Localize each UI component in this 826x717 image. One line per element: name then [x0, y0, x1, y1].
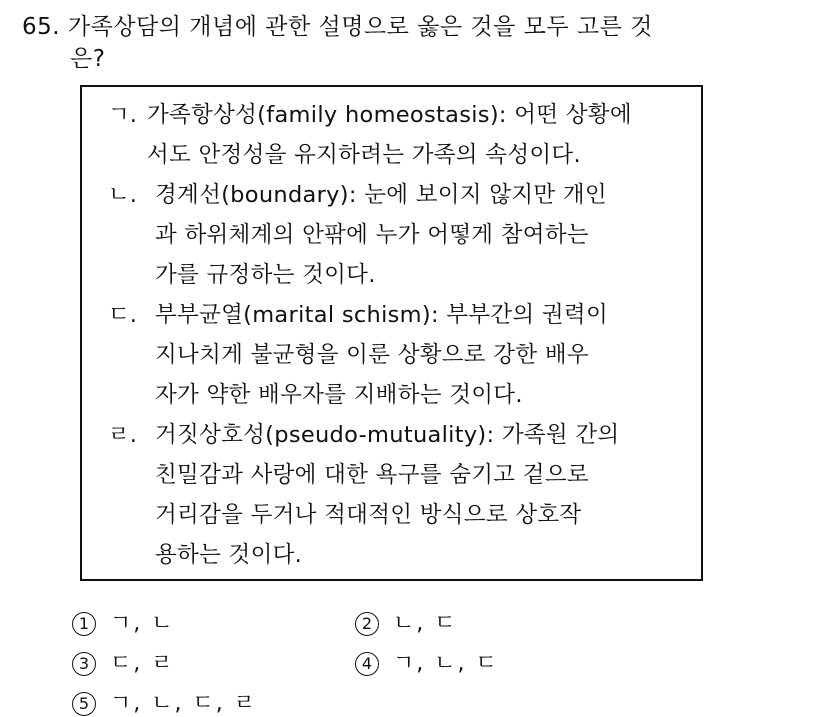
- question-line-1: [22, 8, 653, 41]
- statement-b-line-2: 과 하위체계의 안팎에 누가 어떻게 참여하는: [155, 222, 589, 248]
- choice-1-number: 1: [72, 612, 96, 636]
- statement-b-line-1: 경계선(boundary): 눈에 보이지 않지만 개인: [155, 182, 607, 208]
- statement-marker-a: ㄱ.: [108, 102, 137, 128]
- question-text-line-2: 은?: [70, 46, 106, 72]
- choice-4[interactable]: [355, 646, 499, 677]
- choice-1[interactable]: [72, 606, 175, 637]
- statement-d-line-2: 친밀감과 사랑에 대한 욕구를 숨기고 겉으로: [155, 462, 589, 488]
- statement-c-line-3: 자가 약한 배우자를 지배하는 것이다.: [155, 382, 523, 408]
- choice-2-text: ㄴ, ㄷ: [393, 611, 458, 636]
- statement-d-line-3: 거리감을 두거나 적대적인 방식으로 상호작: [155, 502, 582, 528]
- choice-2-number: 2: [355, 612, 379, 636]
- statement-a-line-1: 가족항상성(family homeostasis): 어떤 상황에: [147, 102, 632, 128]
- choice-3[interactable]: [72, 646, 175, 677]
- choice-5-text: ㄱ, ㄴ, ㄷ, ㄹ: [110, 691, 257, 716]
- statement-c-line-1: 부부균열(marital schism): 부부간의 권력이: [155, 302, 608, 328]
- question-number: 65.: [22, 14, 61, 40]
- statement-marker-d: ㄹ.: [108, 422, 137, 448]
- choice-2[interactable]: [355, 606, 458, 637]
- choice-4-text: ㄱ, ㄴ, ㄷ: [393, 651, 499, 676]
- statement-marker-c: ㄷ.: [108, 302, 137, 328]
- statement-box: [80, 85, 703, 581]
- choice-3-text: ㄷ, ㄹ: [110, 651, 175, 676]
- statement-marker-b: ㄴ.: [108, 182, 137, 208]
- choice-1-text: ㄱ, ㄴ: [110, 611, 175, 636]
- statement-c-line-2: 지나치게 불균형을 이룬 상황으로 강한 배우: [155, 342, 589, 368]
- choice-4-number: 4: [355, 652, 379, 676]
- choice-3-number: 3: [72, 652, 96, 676]
- statement-d-line-4: 용하는 것이다.: [155, 542, 303, 568]
- statement-a-line-2: 서도 안정성을 유지하려는 가족의 속성이다.: [147, 142, 581, 168]
- choice-5[interactable]: [72, 686, 257, 717]
- statement-b-line-3: 가를 규정하는 것이다.: [155, 262, 376, 288]
- question-text-line-1: 가족상담의 개념에 관한 설명으로 옳은 것을 모두 고른 것: [67, 14, 653, 40]
- choice-5-number: 5: [72, 692, 96, 716]
- statement-d-line-1: 거짓상호성(pseudo-mutuality): 가족원 간의: [155, 422, 620, 448]
